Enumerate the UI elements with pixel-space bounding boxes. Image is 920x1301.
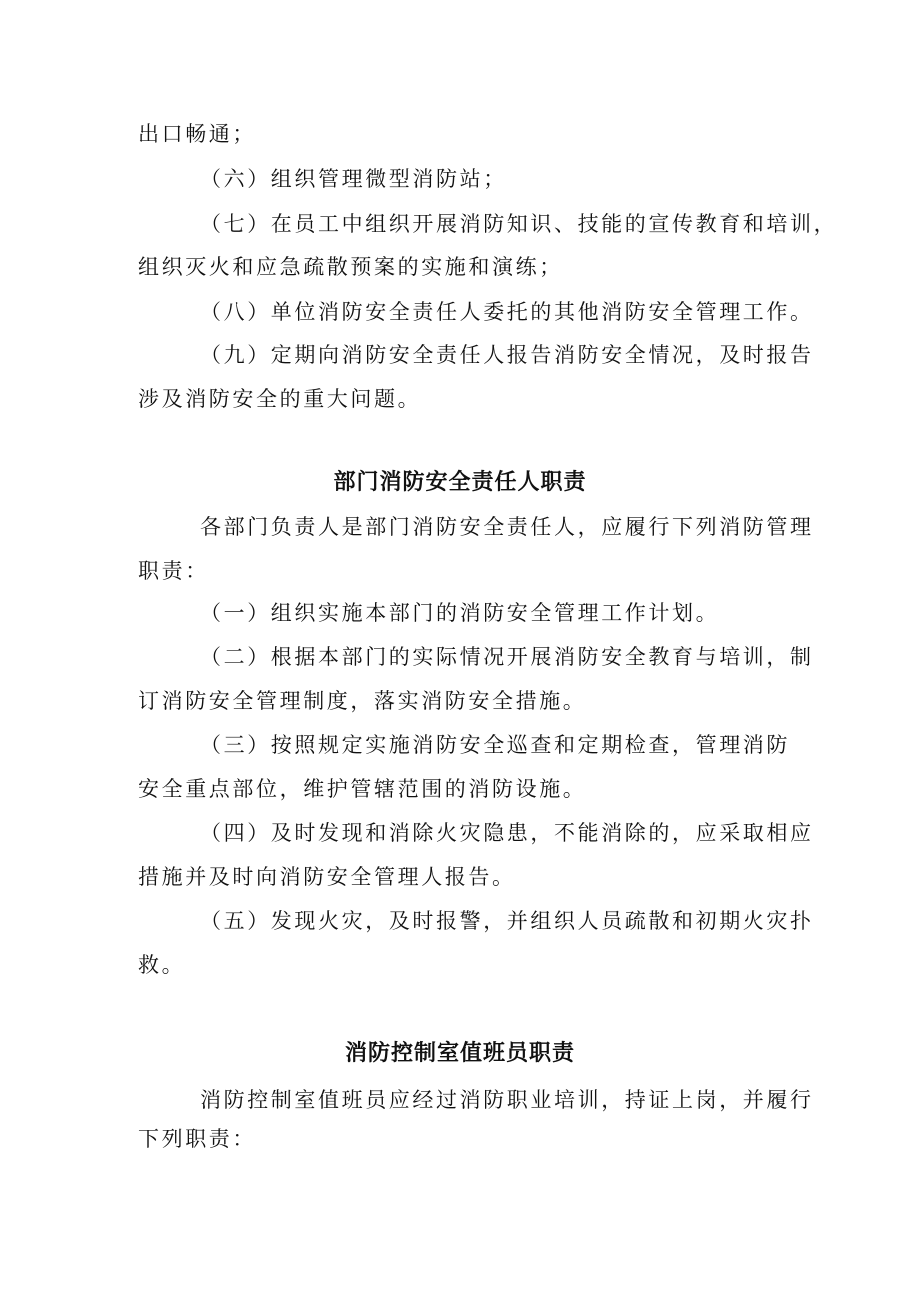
list-item: （一）组织实施本部门的消防安全管理工作计划。	[200, 601, 720, 625]
paragraph-line: 涉及消防安全的重大问题。	[138, 387, 422, 411]
paragraph-line: 订消防安全管理制度，落实消防安全措施。	[138, 689, 587, 713]
list-item: （四）及时发现和消除火灾隐患，不能消除的，应采取相应	[200, 821, 814, 845]
paragraph-line: 消防控制室值班员应经过消防职业培训，持证上岗，并履行	[200, 1088, 814, 1112]
list-item: （五）发现火灾，及时报警，并组织人员疏散和初期火灾扑	[200, 909, 814, 933]
paragraph-line: 各部门负责人是部门消防安全责任人，应履行下列消防管理	[200, 515, 814, 539]
list-item: （三）按照规定实施消防安全巡查和定期检查，管理消防	[200, 733, 790, 757]
list-item: （二）根据本部门的实际情况开展消防安全教育与培训，制	[200, 645, 814, 669]
list-item: （九）定期向消防安全责任人报告消防安全情况，及时报告	[200, 343, 814, 367]
paragraph-line: 措施并及时向消防安全管理人报告。	[138, 865, 516, 889]
list-item: （六）组织管理微型消防站；	[200, 167, 507, 191]
paragraph-line: 下列职责：	[138, 1127, 256, 1151]
section-title-control-room: 消防控制室值班员职责	[344, 1041, 575, 1066]
section-title-dept: 部门消防安全责任人职责	[333, 470, 587, 495]
paragraph-line: 职责：	[138, 559, 209, 583]
list-item: （八）单位消防安全责任人委托的其他消防安全管理工作。	[200, 300, 814, 324]
paragraph-line: 组织灭火和应急疏散预案的实施和演练；	[138, 255, 563, 279]
paragraph-line: 安全重点部位，维护管辖范围的消防设施。	[138, 777, 587, 801]
paragraph-line: 出口畅通；	[138, 122, 256, 146]
list-item: （七）在员工中组织开展消防知识、技能的宣传教育和培训，	[200, 212, 838, 236]
paragraph-line: 救。	[138, 953, 186, 977]
